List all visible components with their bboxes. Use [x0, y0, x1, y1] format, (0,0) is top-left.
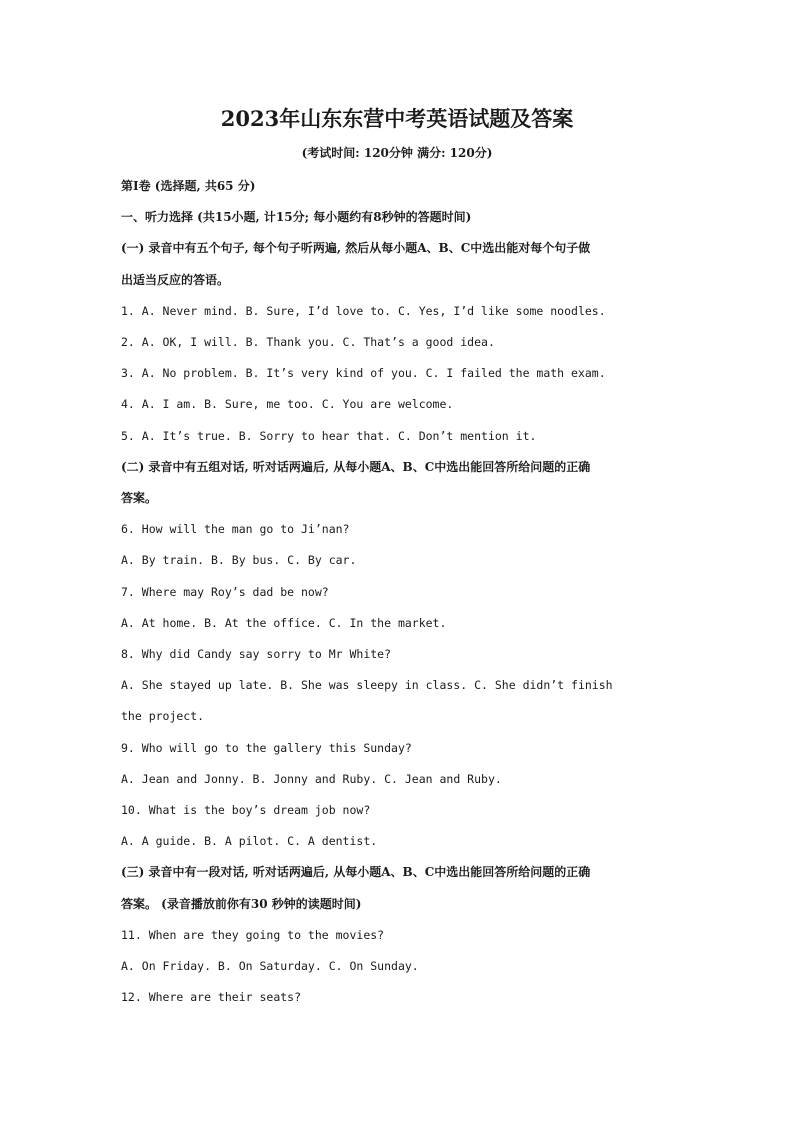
section-heading-line: 答案。 [121, 491, 158, 505]
question-line: 6. How will the man go to Ji’nan? [121, 522, 350, 537]
question-line: 7. Where may Roy’s dad be now? [121, 584, 329, 599]
question-line: the project. [121, 709, 205, 724]
section-heading-line: (二) 录音中有五组对话, 听对话两遍后, 从每小题A、B、C中选出能回答所给问题的正确 [121, 459, 591, 474]
question-line: 9. Who will go to the gallery this Sunday? [121, 740, 412, 755]
question-line: 5. A. It’s true. B. Sorry to hear that. C. Don’t mention it. [121, 428, 537, 443]
section-heading-line: 第Ⅰ卷 (选择题, 共65 分) [121, 179, 256, 193]
question-line: A. By train. B. By bus. C. By car. [121, 553, 357, 568]
question-line: 10. What is the boy’s dream job now? [121, 803, 371, 817]
question-line: A. Jean and Jonny. B. Jonny and Ruby. C. Jean and Ruby. [121, 771, 502, 786]
section-heading-line: 出适当反应的答语。 [121, 272, 230, 287]
section-heading-line: (三) 录音中有一段对话, 听对话两遍后, 从每小题A、B、C中选出能回答所给问题的正确 [121, 865, 591, 880]
question-line: A. A guide. B. A pilot. C. A dentist. [121, 834, 378, 849]
question-line: 1. A. Never mind. B. Sure, I’d love to. C. Yes, I’d like some noodles. [121, 303, 606, 318]
section-heading-line: 一、听力选择 (共15小题, 计15分; 每小题约有8秒钟的答题时间) [121, 210, 472, 225]
question-line: A. At home. B. At the office. C. In the market. [121, 615, 447, 630]
question-line: 2. A. OK, I will. B. Thank you. C. That’s a good idea. [121, 335, 495, 349]
section-heading-line: (一) 录音中有五个句子, 每个句子听两遍, 然后从每小题A、B、C中选出能对每个句子做 [121, 241, 591, 256]
question-line: 8. Why did Candy say sorry to Mr White? [121, 647, 392, 661]
question-line: 4. A. I am. B. Sure, me too. C. You are welcome. [121, 397, 454, 412]
question-line: 3. A. No problem. B. It’s very kind of you. C. I failed the math exam. [121, 366, 606, 381]
question-line: 12. Where are their seats? [121, 990, 302, 1005]
question-line: A. She stayed up late. B. She was sleepy in class. C. She didn’t finish [121, 678, 613, 693]
question-line: A. On Friday. B. On Saturday. C. On Sunday. [121, 959, 419, 973]
exam-info: (考试时间: 120分钟 满分: 120分) [301, 146, 493, 160]
section-heading-line: 答案。 (录音播放前你有30 秒钟的读题时间) [121, 896, 362, 911]
question-line: 11. When are they going to the movies? [121, 927, 385, 942]
document-title: 2023年山东东营中考英语试题及答案 [220, 106, 574, 131]
